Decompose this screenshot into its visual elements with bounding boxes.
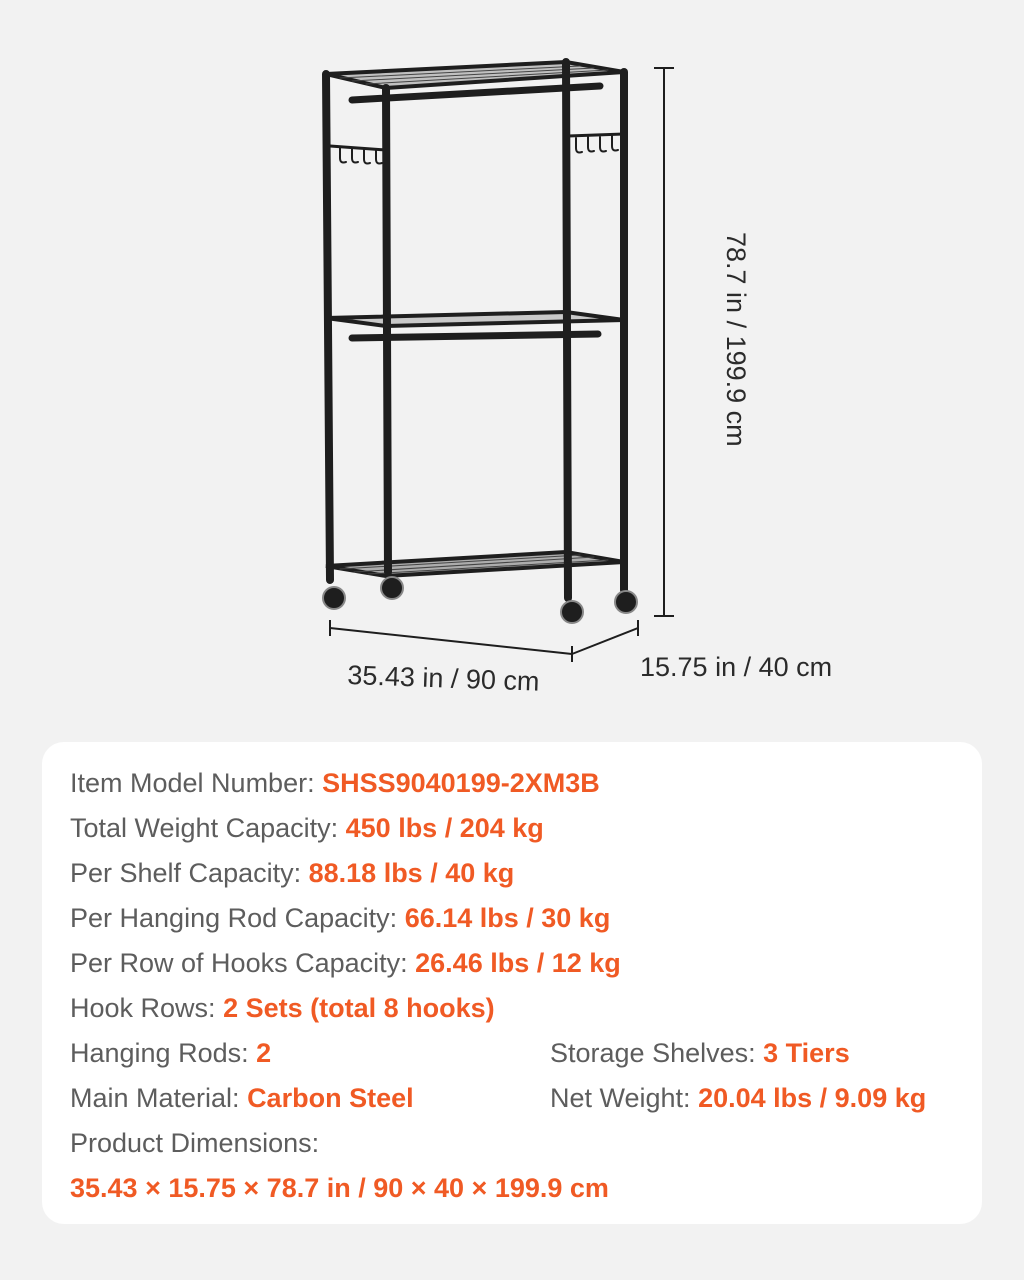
spec-value: 20.04 lbs / 9.09 kg xyxy=(698,1083,927,1113)
spec-product-dimensions-label xyxy=(70,1126,319,1160)
spec-label: Hook Rows: xyxy=(70,993,224,1023)
spec-product-dimensions-value xyxy=(70,1171,609,1205)
spec-material xyxy=(70,1081,414,1115)
spec-value: 26.46 lbs / 12 kg xyxy=(415,948,621,978)
spec-hanging-rods xyxy=(70,1036,271,1070)
spec-label: Per Shelf Capacity: xyxy=(70,858,309,888)
spec-value: 66.14 lbs / 30 kg xyxy=(404,903,611,933)
spec-value: 3 Tiers xyxy=(763,1038,850,1068)
spec-per-hooks xyxy=(70,946,621,980)
spec-value: 2 Sets (total 8 hooks) xyxy=(223,993,495,1023)
spec-net-weight xyxy=(550,1081,926,1115)
depth-dimension-label: 15.75 in / 40 cm xyxy=(640,652,833,682)
spec-model xyxy=(70,766,600,800)
spec-label: Total Weight Capacity: xyxy=(70,813,346,843)
spec-label: Item Model Number: xyxy=(70,768,323,798)
spec-label: Main Material: xyxy=(70,1083,248,1113)
spec-value: 35.43 × 15.75 × 78.7 in / 90 × 40 × 199.9 cm xyxy=(70,1173,609,1203)
spec-total-weight xyxy=(70,811,544,845)
spec-hook-rows xyxy=(70,991,495,1025)
width-dimension-label: 35.43 in / 90 cm xyxy=(346,660,541,697)
height-dimension-label: 78.7 in / 199.9 cm xyxy=(721,232,751,447)
spec-value: SHSS9040199-2XM3B xyxy=(322,768,600,798)
spec-label: Net Weight: xyxy=(550,1083,699,1113)
spec-card xyxy=(42,742,982,1224)
spec-storage-shelves xyxy=(550,1036,850,1070)
spec-label: Per Row of Hooks Capacity: xyxy=(70,948,416,978)
spec-value: 450 lbs / 204 kg xyxy=(345,813,544,843)
spec-label: Storage Shelves: xyxy=(550,1038,764,1068)
spec-per-shelf xyxy=(70,856,514,890)
spec-value: 2 xyxy=(256,1038,272,1068)
spec-value: Carbon Steel xyxy=(247,1083,414,1113)
spec-value: 88.18 lbs / 40 kg xyxy=(308,858,515,888)
spec-label: Product Dimensions: xyxy=(70,1128,320,1158)
spec-per-rod xyxy=(70,901,610,935)
spec-label: Per Hanging Rod Capacity: xyxy=(70,903,405,933)
spec-label: Hanging Rods: xyxy=(70,1038,257,1068)
